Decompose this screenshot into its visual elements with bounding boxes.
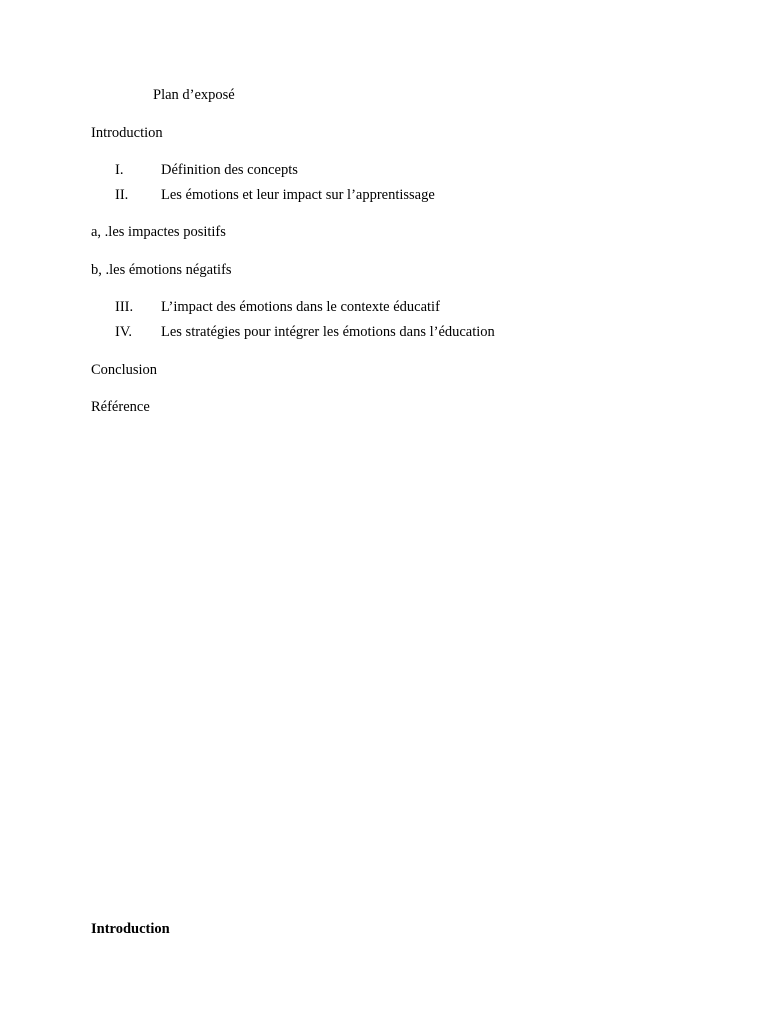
list-number: III. <box>115 299 134 315</box>
plan-title: Plan d’exposé <box>153 87 235 103</box>
list-number: IV. <box>115 324 133 340</box>
list-item-text: Les émotions et leur impact sur l’apprentissage <box>161 187 435 203</box>
outline-conclusion: Conclusion <box>91 362 158 378</box>
list-item-text: Définition des concepts <box>161 162 298 178</box>
outline-reference: Référence <box>91 399 150 415</box>
subsection-b: b, .les émotions négatifs <box>91 262 232 278</box>
section-heading-introduction: Introduction <box>91 921 170 937</box>
subsection-a: a, .les impactes positifs <box>91 224 226 240</box>
outline-introduction: Introduction <box>91 125 163 141</box>
list-item-text: Les stratégies pour intégrer les émotions dans l’éducation <box>161 324 495 340</box>
list-item-text: L’impact des émotions dans le contexte éducatif <box>161 299 440 315</box>
list-number: I. <box>115 162 124 178</box>
list-number: II. <box>115 187 129 203</box>
